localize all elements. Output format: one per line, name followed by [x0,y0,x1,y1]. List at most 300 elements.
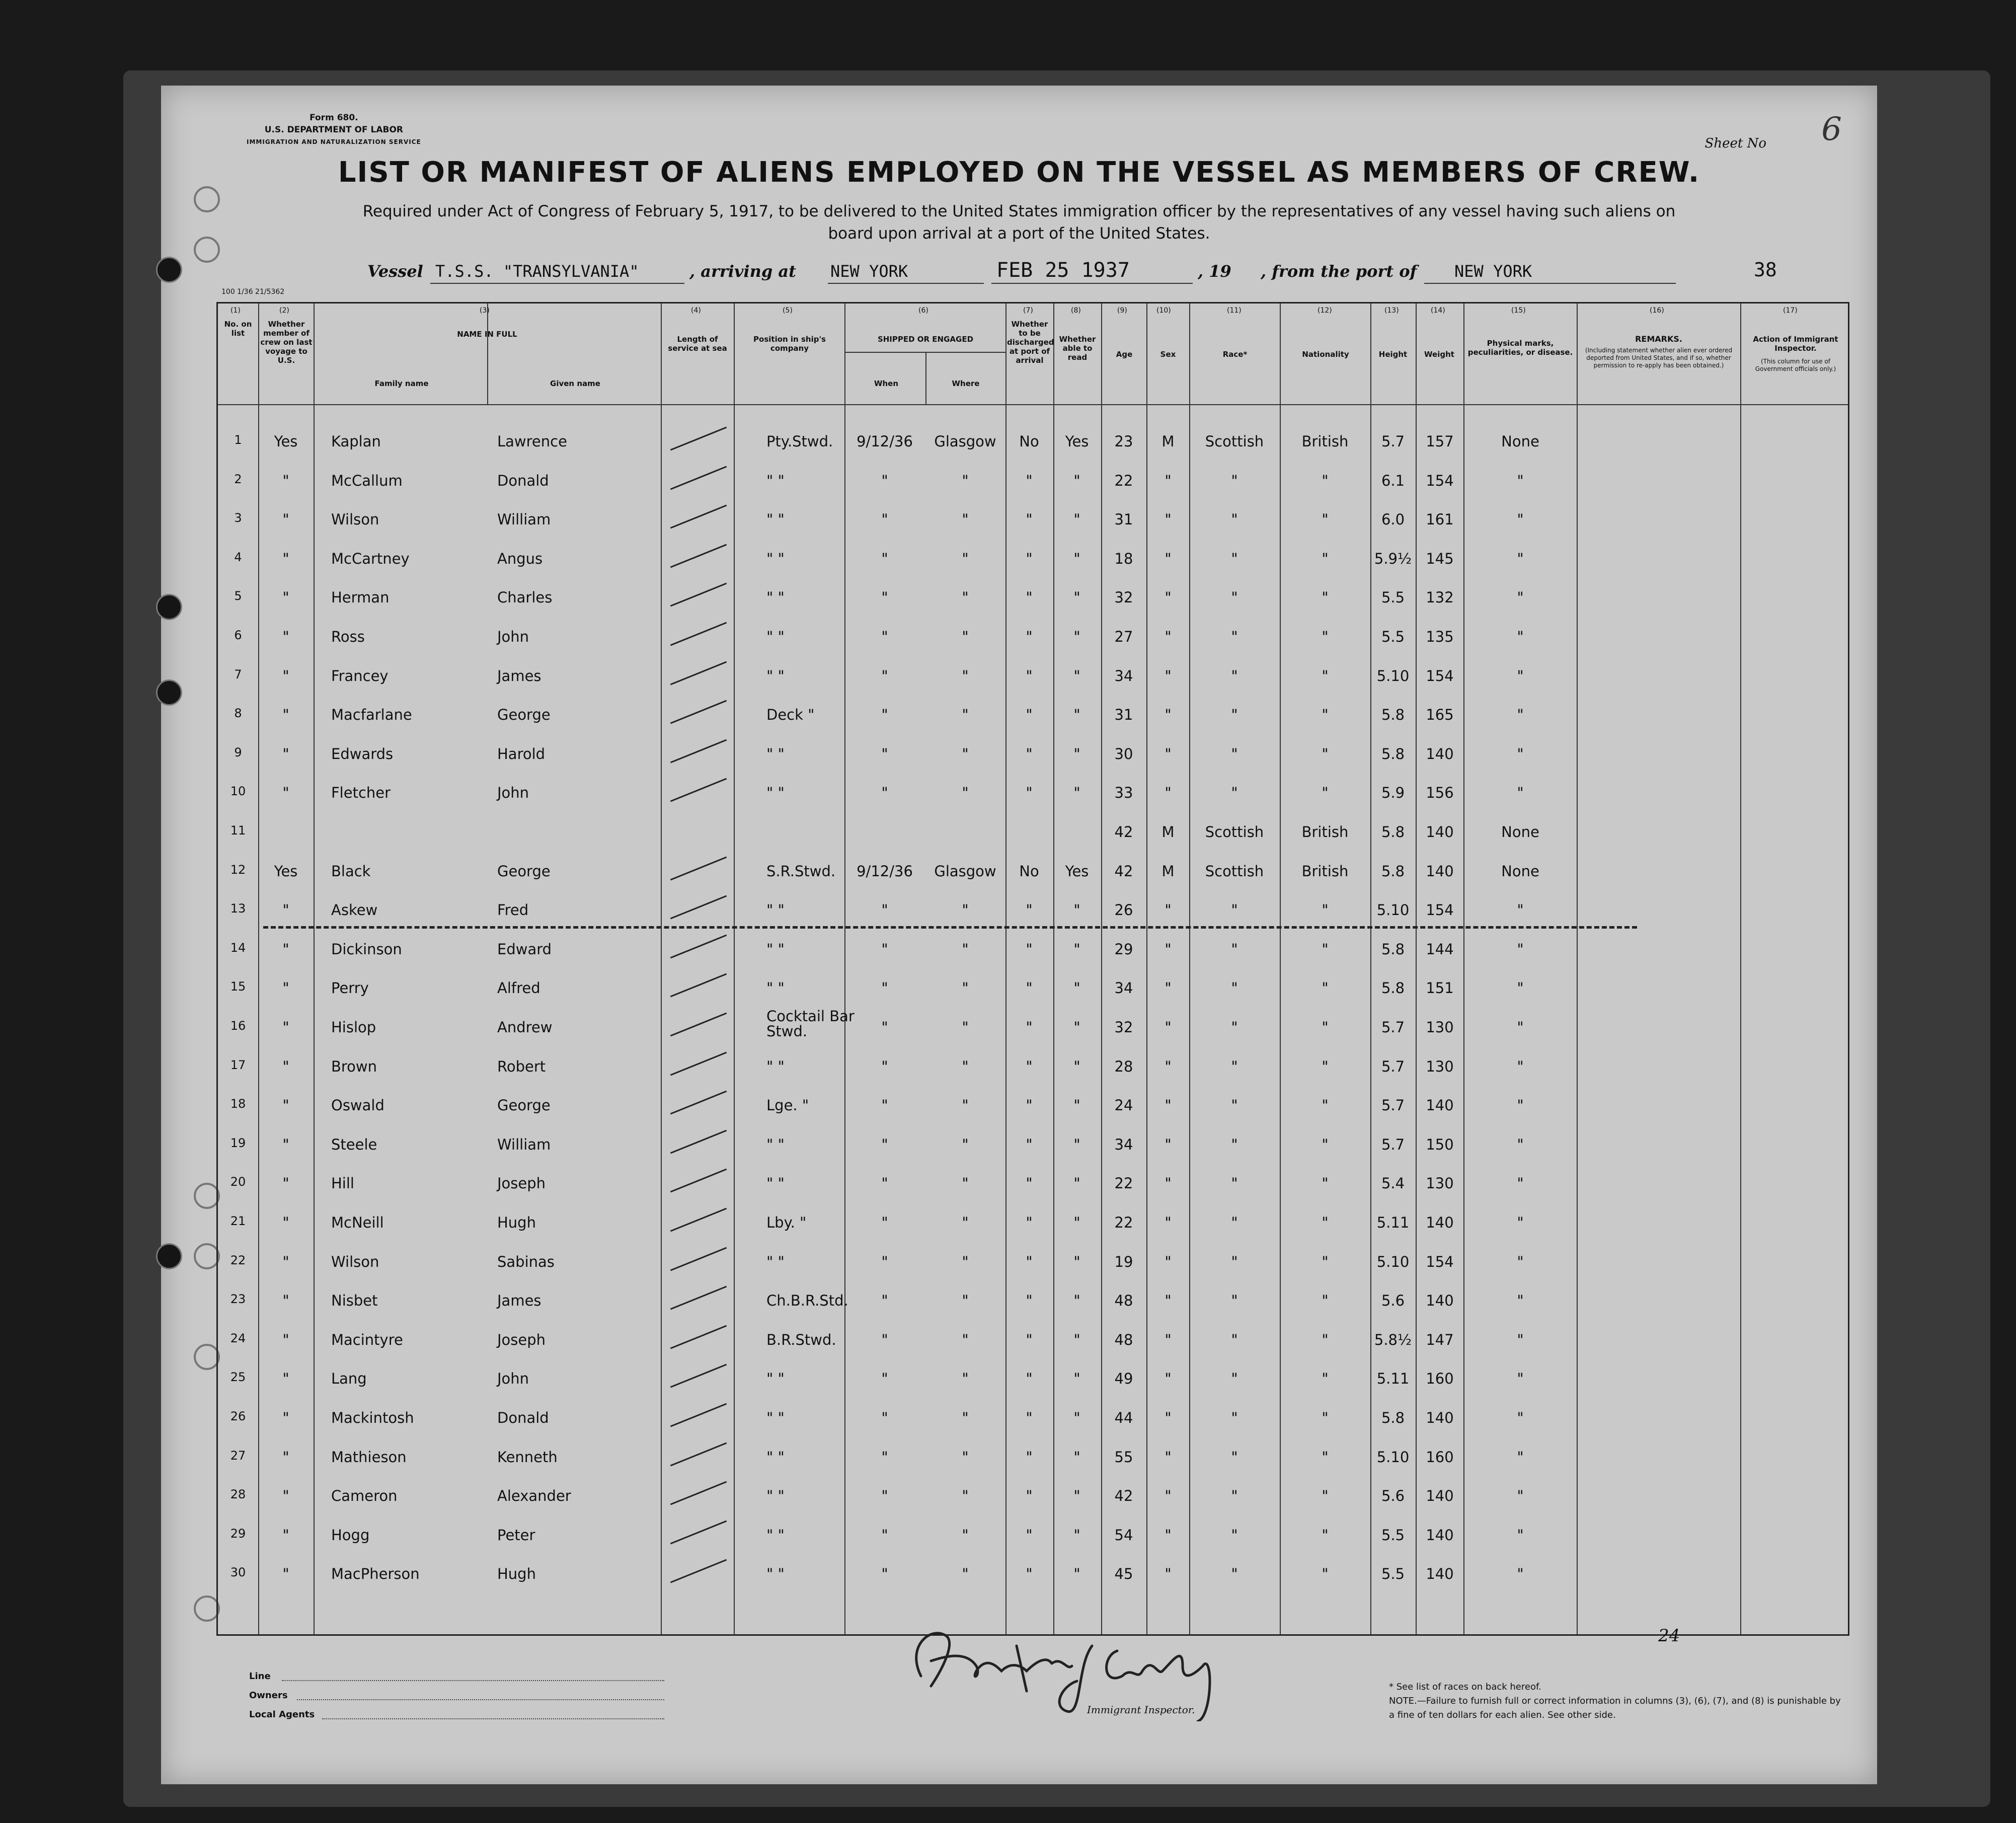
col-num: (4) [691,307,701,315]
table-row [218,1403,1851,1438]
physical-marks: " [1517,1057,1524,1075]
race: " [1231,979,1238,997]
age: 42 [1114,862,1133,880]
discharged: " [1026,511,1033,528]
family-name: McNeill [331,1214,384,1231]
physical-marks: " [1517,1487,1524,1505]
shipped-when: " [881,940,888,958]
height: 5.8½ [1374,1331,1412,1348]
age: 34 [1114,1135,1133,1153]
height: 5.9½ [1374,550,1412,567]
footnotes [1389,1680,1842,1722]
physical-marks: " [1517,550,1524,567]
able-to-read: " [1073,1057,1080,1075]
check-mark [670,466,727,490]
given-name: Robert [497,1057,546,1075]
row-number: 29 [230,1526,246,1541]
given-name: Donald [497,472,549,489]
physical-marks: " [1517,901,1524,919]
weight: 140 [1426,1214,1454,1231]
row-number: 3 [234,511,242,525]
shipped-where: " [962,1057,969,1075]
given-name: John [497,784,529,802]
able-to-read: " [1073,784,1080,802]
shipped-where: " [962,1253,969,1270]
shipped-when: " [881,1175,888,1192]
family-name: Hislop [331,1019,376,1036]
position: " " [766,1253,785,1270]
weight: 130 [1426,1175,1454,1192]
age: 34 [1114,667,1133,685]
able-to-read: " [1073,1526,1080,1544]
height: 5.5 [1381,1526,1405,1544]
table-row [218,1521,1851,1556]
family-name: Fletcher [331,784,391,802]
table-row [218,1325,1851,1360]
header-given: Given name [550,379,600,388]
weight: 160 [1426,1370,1454,1388]
row-number: 17 [230,1057,246,1072]
given-name: William [497,1135,551,1153]
check-mark [670,1247,727,1271]
header-read: Whether able to read [1059,335,1096,362]
line-field [282,1680,664,1681]
member-last-voyage: " [282,1565,289,1583]
sex: " [1165,784,1172,802]
family-name: Hogg [331,1526,370,1544]
table-row [218,935,1851,970]
height: 5.10 [1376,667,1410,685]
shipped-where: " [962,745,969,763]
shipped-when: 9/12/36 [857,862,913,880]
able-to-read: " [1073,1253,1080,1270]
header-height: Height [1378,350,1408,359]
sex: " [1165,1487,1172,1505]
header-race: Race* [1222,350,1248,359]
family-name: Macintyre [331,1331,403,1348]
nationality: " [1322,1409,1329,1426]
age: 31 [1114,706,1133,724]
height: 5.7 [1381,433,1405,450]
table-row [218,622,1851,657]
position: " " [766,1409,785,1426]
member-last-voyage: " [282,1409,289,1426]
check-mark [670,1169,727,1193]
age: 29 [1114,940,1133,958]
nationality: " [1322,1487,1329,1505]
member-last-voyage: " [282,667,289,685]
race: " [1231,1135,1238,1153]
position: Ch.B.R.Std. [766,1292,848,1310]
from-port-label: , from the port of [1261,262,1417,281]
row-number: 6 [234,628,242,642]
position: " " [766,940,785,958]
nationality: " [1322,1565,1329,1583]
nationality: " [1322,589,1329,606]
able-to-read: " [1073,472,1080,489]
weight: 161 [1426,511,1454,528]
race: " [1231,667,1238,685]
sex: M [1161,433,1175,450]
check-mark [670,505,727,529]
sex: " [1165,1448,1172,1466]
manifest-sheet [161,86,1877,1784]
row-number: 23 [230,1292,246,1307]
table-row [218,1169,1851,1204]
able-to-read: " [1073,1331,1080,1348]
weight: 140 [1426,1487,1454,1505]
rule [430,283,684,284]
nationality: " [1322,511,1329,528]
shipped-where: " [962,550,969,567]
table-row [218,778,1851,813]
weight: 140 [1426,1292,1454,1310]
discharged: " [1026,1253,1033,1270]
given-name: John [497,1370,529,1388]
sex: " [1165,550,1172,567]
shipped-when: " [881,1135,888,1153]
given-name: Charles [497,589,553,606]
nationality: " [1322,628,1329,645]
penalty-note: NOTE.—Failure to furnish full or correct information in columns (3), (6), (7), and (8) is punishable by a fine of ten dollars for each alien. See other side. [1389,1696,1841,1720]
page-count: 38 [1754,259,1777,281]
physical-marks: " [1517,1175,1524,1192]
shipped-where: " [962,1175,969,1192]
given-name: Alexander [497,1487,571,1505]
check-mark [670,427,727,451]
able-to-read: " [1073,940,1080,958]
nationality: " [1322,784,1329,802]
able-to-read: " [1073,589,1080,606]
member-last-voyage: " [282,1057,289,1075]
position: " " [766,1448,785,1466]
position: " " [766,1487,785,1505]
header-when: When [874,379,899,388]
row-number: 12 [230,862,246,877]
table-row [218,1208,1851,1243]
check-mark [670,622,727,646]
shipped-when: " [881,1097,888,1114]
rule [828,283,984,284]
nationality: " [1322,1097,1329,1114]
shipped-where: " [962,1214,969,1231]
row-number: 13 [230,901,246,916]
sex: " [1165,589,1172,606]
age: 23 [1114,433,1133,450]
shipped-where: " [962,1409,969,1426]
age: 48 [1114,1331,1133,1348]
discharged: " [1026,1565,1033,1583]
shipped-when: " [881,1292,888,1310]
weight: 154 [1426,901,1454,919]
member-last-voyage: " [282,1019,289,1036]
nationality: " [1322,706,1329,724]
table-row [218,505,1851,540]
table-row [218,661,1851,697]
header-discharged: Whether to be discharged at port of arrival [1007,320,1054,365]
family-name: Kaplan [331,433,381,450]
age: 22 [1114,1175,1133,1192]
table-row [218,700,1851,735]
able-to-read: " [1073,745,1080,763]
shipped-when: " [881,550,888,567]
agents-label: Local Agents [249,1709,315,1720]
physical-marks: None [1501,862,1539,880]
row-number: 16 [230,1019,246,1033]
table-row [218,427,1851,462]
check-mark [670,544,727,568]
race: " [1231,1214,1238,1231]
able-to-read: Yes [1065,433,1089,450]
header-sex: Sex [1160,350,1176,359]
sex: " [1165,1057,1172,1075]
position: " " [766,745,785,763]
discharged: No [1019,433,1039,450]
height: 5.7 [1381,1135,1405,1153]
family-name: Mathieson [331,1448,407,1466]
age: 32 [1114,1019,1133,1036]
check-mark [670,739,727,763]
member-last-voyage: " [282,1487,289,1505]
race: " [1231,745,1238,763]
position: " " [766,550,785,567]
member-last-voyage: " [282,1214,289,1231]
shipped-when: " [881,1448,888,1466]
age: 22 [1114,1214,1133,1231]
family-name: Perry [331,979,369,997]
position: " " [766,979,785,997]
able-to-read: " [1073,628,1080,645]
col-num: (12) [1317,307,1332,315]
given-name: Joseph [497,1331,546,1348]
vessel-label: Vessel [367,262,423,281]
discharged: " [1026,1448,1033,1466]
col-num: (17) [1783,307,1798,315]
nationality: " [1322,550,1329,567]
physical-marks: " [1517,745,1524,763]
given-name: George [497,862,551,880]
shipped-when: " [881,511,888,528]
physical-marks: None [1501,433,1539,450]
weight: 151 [1426,979,1454,997]
race: " [1231,1409,1238,1426]
family-name: Herman [331,589,390,606]
height: 5.7 [1381,1019,1405,1036]
age: 48 [1114,1292,1133,1310]
shipped-where: " [962,979,969,997]
age: 18 [1114,550,1133,567]
physical-marks: " [1517,511,1524,528]
weight: 165 [1426,706,1454,724]
age: 55 [1114,1448,1133,1466]
height: 5.8 [1381,1409,1405,1426]
discharged: " [1026,979,1033,997]
table-row [218,1130,1851,1165]
sex: " [1165,1526,1172,1544]
given-name: George [497,706,551,724]
header-family: Family name [374,379,429,388]
age: 26 [1114,901,1133,919]
shipped-where: " [962,628,969,645]
col-num: (7) [1023,307,1033,315]
shipped-when: " [881,784,888,802]
family-name: Brown [331,1057,377,1075]
folio-mark: 24 [1658,1626,1680,1646]
member-last-voyage: " [282,1526,289,1544]
weight: 140 [1426,1409,1454,1426]
height: 6.0 [1381,511,1405,528]
shipped-where: " [962,667,969,685]
given-name: William [497,511,551,528]
able-to-read: " [1073,706,1080,724]
height: 5.8 [1381,940,1405,958]
physical-marks: " [1517,628,1524,645]
col-num: (10) [1156,307,1171,315]
member-last-voyage: " [282,901,289,919]
sex: " [1165,1409,1172,1426]
discharged: " [1026,1214,1033,1231]
sex: " [1165,1019,1172,1036]
shipped-when: " [881,1487,888,1505]
arriving-label: , arriving at [689,262,796,281]
member-last-voyage: Yes [274,433,298,450]
family-name: McCallum [331,472,403,489]
physical-marks: " [1517,1331,1524,1348]
weight: 130 [1426,1057,1454,1075]
position: Deck " [766,706,815,724]
height: 5.8 [1381,745,1405,763]
weight: 150 [1426,1135,1454,1153]
shipped-where: " [962,1370,969,1388]
col-num: (16) [1650,307,1664,315]
nationality: " [1322,1057,1329,1075]
height: 5.8 [1381,706,1405,724]
table-row [218,1481,1851,1516]
punched-hole [156,594,182,620]
age: 34 [1114,979,1133,997]
physical-marks: " [1517,979,1524,997]
discharged: " [1026,628,1033,645]
col-num: (5) [783,307,793,315]
race: Scottish [1205,862,1264,880]
date-stamp: FEB 25 1937 [996,259,1130,282]
family-name: Francey [331,667,389,685]
discharged: " [1026,706,1033,724]
weight: 147 [1426,1331,1454,1348]
sex: " [1165,1214,1172,1231]
race: " [1231,1565,1238,1583]
family-name: Dickinson [331,940,402,958]
physical-marks: " [1517,1526,1524,1544]
shipped-when: " [881,1331,888,1348]
row-number: 28 [230,1487,246,1502]
member-last-voyage: " [282,550,289,567]
year-label: , 19 [1198,262,1231,281]
given-name: Fred [497,901,529,919]
given-name: James [497,667,541,685]
given-name: James [497,1292,541,1310]
weight: 140 [1426,862,1454,880]
table-row [218,973,1851,1009]
shipped-when: 9/12/36 [857,433,913,450]
age: 45 [1114,1565,1133,1583]
row-number: 19 [230,1135,246,1150]
header-rule [844,352,1005,353]
shipped-where: " [962,901,969,919]
age: 33 [1114,784,1133,802]
header-remarks: REMARKS. [1635,334,1682,344]
sex: " [1165,1370,1172,1388]
header-where: Where [952,379,980,388]
sex: " [1165,745,1172,763]
shipped-where: Glasgow [934,433,996,450]
row-number: 25 [230,1370,246,1385]
sex: " [1165,472,1172,489]
family-name: McCartney [331,550,410,567]
nationality: " [1322,1214,1329,1231]
age: 19 [1114,1253,1133,1270]
physical-marks: " [1517,667,1524,685]
height: 5.10 [1376,1448,1410,1466]
col-num: (14) [1431,307,1445,315]
header-nationality: Nationality [1302,350,1349,359]
sex: M [1161,823,1175,841]
check-mark [670,700,727,724]
column-rule [487,303,488,404]
row-number: 24 [230,1331,246,1345]
height: 5.11 [1376,1370,1410,1388]
table-row [218,817,1851,853]
owners-label: Owners [249,1690,288,1701]
nationality: " [1322,901,1329,919]
check-mark [670,1403,727,1427]
age: 42 [1114,823,1133,841]
position: " " [766,1175,785,1192]
header-name: NAME IN FULL [457,330,517,339]
shipped-when: " [881,589,888,606]
able-to-read: " [1073,1214,1080,1231]
sex: " [1165,1097,1172,1114]
physical-marks: " [1517,1214,1524,1231]
age: 22 [1114,472,1133,489]
given-name: Sabinas [497,1253,555,1270]
from-port: NEW YORK [1454,262,1532,281]
row-number: 15 [230,979,246,994]
weight: 154 [1426,1253,1454,1270]
form-identifier [247,112,421,148]
race: " [1231,1331,1238,1348]
row-number: 21 [230,1214,246,1228]
col-num: (2) [279,307,289,315]
physical-marks: " [1517,1135,1524,1153]
family-name: Macfarlane [331,706,412,724]
member-last-voyage: " [282,1097,289,1114]
shipped-when: " [881,628,888,645]
form-number: Form 680. [309,113,358,123]
family-name: Lang [331,1370,367,1388]
line-label: Line [249,1671,271,1682]
physical-marks: " [1517,472,1524,489]
shipped-where: " [962,706,969,724]
position: " " [766,628,785,645]
physical-marks: " [1517,706,1524,724]
race: " [1231,628,1238,645]
nationality: " [1322,1331,1329,1348]
discharged: " [1026,589,1033,606]
race: " [1231,1175,1238,1192]
check-mark [670,1208,727,1232]
member-last-voyage: " [282,1370,289,1388]
